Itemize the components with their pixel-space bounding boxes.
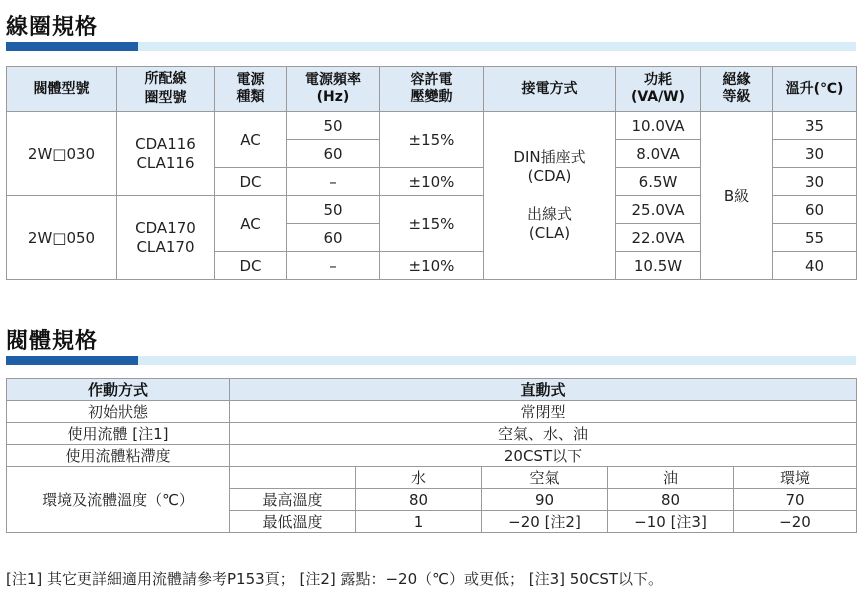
max-temp-water: 80 bbox=[356, 489, 482, 511]
valve-model-cell: 2W□030 bbox=[7, 112, 117, 196]
valve-section-title: 閥體規格 bbox=[6, 329, 99, 354]
table-row bbox=[7, 401, 857, 423]
header-valve-model: 閥體型號 bbox=[7, 67, 117, 112]
consumption-cell: 10.5W bbox=[616, 252, 701, 280]
temperature-blank-cell bbox=[230, 467, 356, 489]
tolerance-cell: ±15% bbox=[380, 112, 484, 168]
frequency-cell: – bbox=[287, 168, 380, 196]
power-type-cell: DC bbox=[215, 168, 287, 196]
fluid-value: 空氣、水、油 bbox=[230, 423, 857, 445]
frequency-cell: 50 bbox=[287, 112, 380, 140]
power-type-cell: AC bbox=[215, 112, 287, 168]
frequency-cell: – bbox=[287, 252, 380, 280]
valve-model-cell: 2W□050 bbox=[7, 196, 117, 280]
operation-value: 直動式 bbox=[230, 379, 857, 401]
initial-state-value: 常閉型 bbox=[230, 401, 857, 423]
connection-cell: DIN插座式 (CDA) 出線式 (CLA) bbox=[484, 112, 616, 280]
footnote: [注1] 其它更詳細適用流體請參考P153頁； [注2] 露點：−20（℃）或更低； [注3] 50CST以下。 bbox=[6, 570, 664, 588]
temp-rise-cell: 30 bbox=[773, 140, 857, 168]
temp-rise-cell: 40 bbox=[773, 252, 857, 280]
temperature-label: 環境及流體溫度（℃） bbox=[7, 467, 230, 533]
consumption-cell: 25.0VA bbox=[616, 196, 701, 224]
valve-spec-table bbox=[6, 378, 857, 533]
header-frequency: 電源頻率 (Hz) bbox=[287, 67, 380, 112]
tolerance-cell: ±10% bbox=[380, 252, 484, 280]
max-temp-label: 最高溫度 bbox=[230, 489, 356, 511]
frequency-cell: 60 bbox=[287, 224, 380, 252]
consumption-cell: 22.0VA bbox=[616, 224, 701, 252]
header-voltage-tolerance: 容許電 壓變動 bbox=[380, 67, 484, 112]
header-coil-model: 所配線 圈型號 bbox=[117, 67, 215, 112]
temp-rise-cell: 35 bbox=[773, 112, 857, 140]
tolerance-cell: ±10% bbox=[380, 168, 484, 196]
coil-section-rule bbox=[6, 42, 856, 51]
initial-state-label: 初始狀態 bbox=[7, 401, 230, 423]
temp-rise-cell: 30 bbox=[773, 168, 857, 196]
temp-col-ambient: 環境 bbox=[734, 467, 857, 489]
consumption-cell: 6.5W bbox=[616, 168, 701, 196]
min-temp-ambient: −20 bbox=[734, 511, 857, 533]
coil-model-cell: CDA116 CLA116 bbox=[117, 112, 215, 196]
consumption-cell: 10.0VA bbox=[616, 112, 701, 140]
header-consumption: 功耗 (VA/W) bbox=[616, 67, 701, 112]
min-temp-water: 1 bbox=[356, 511, 482, 533]
coil-section-title: 線圈規格 bbox=[6, 15, 99, 40]
table-row bbox=[7, 112, 857, 140]
power-type-cell: AC bbox=[215, 196, 287, 252]
max-temp-air: 90 bbox=[482, 489, 608, 511]
max-temp-oil: 80 bbox=[608, 489, 734, 511]
header-connection: 接電方式 bbox=[484, 67, 616, 112]
min-temp-oil: −10 [注3] bbox=[608, 511, 734, 533]
power-type-cell: DC bbox=[215, 252, 287, 280]
viscosity-value: 20CST以下 bbox=[230, 445, 857, 467]
temp-rise-cell: 60 bbox=[773, 196, 857, 224]
coil-model-cell: CDA170 CLA170 bbox=[117, 196, 215, 280]
coil-spec-table bbox=[6, 66, 857, 280]
temp-col-air: 空氣 bbox=[482, 467, 608, 489]
insulation-cell: B級 bbox=[701, 112, 773, 280]
fluid-label: 使用流體 [注1] bbox=[7, 423, 230, 445]
temp-col-water: 水 bbox=[356, 467, 482, 489]
tolerance-cell: ±15% bbox=[380, 196, 484, 252]
header-power-type: 電源 種類 bbox=[215, 67, 287, 112]
max-temp-ambient: 70 bbox=[734, 489, 857, 511]
temp-col-oil: 油 bbox=[608, 467, 734, 489]
valve-header-row bbox=[7, 379, 857, 401]
frequency-cell: 60 bbox=[287, 140, 380, 168]
table-row bbox=[7, 423, 857, 445]
min-temp-air: −20 [注2] bbox=[482, 511, 608, 533]
table-row bbox=[7, 445, 857, 467]
table-row bbox=[7, 467, 857, 489]
header-temp-rise: 溫升(℃) bbox=[773, 67, 857, 112]
coil-header-row bbox=[7, 67, 857, 112]
header-insulation: 絕緣 等級 bbox=[701, 67, 773, 112]
operation-label: 作動方式 bbox=[7, 379, 230, 401]
viscosity-label: 使用流體粘滯度 bbox=[7, 445, 230, 467]
temp-rise-cell: 55 bbox=[773, 224, 857, 252]
frequency-cell: 50 bbox=[287, 196, 380, 224]
consumption-cell: 8.0VA bbox=[616, 140, 701, 168]
valve-section-rule bbox=[6, 356, 856, 365]
min-temp-label: 最低溫度 bbox=[230, 511, 356, 533]
